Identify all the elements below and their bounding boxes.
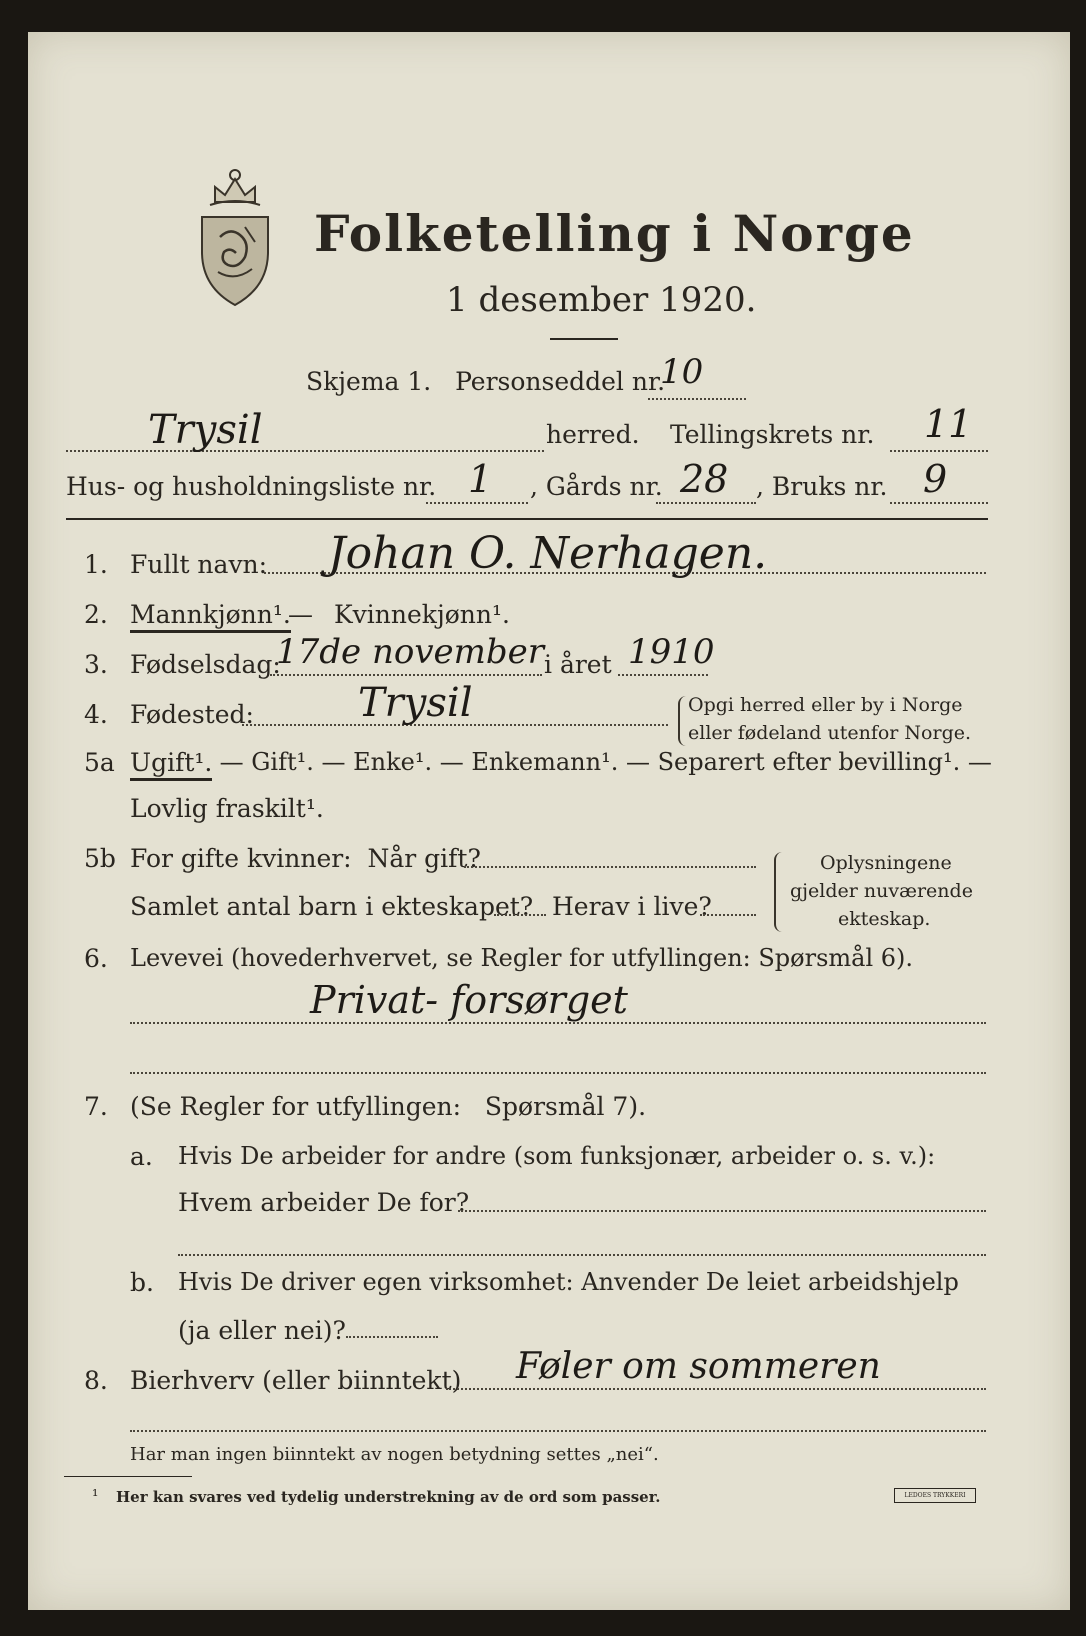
norway-coat-of-arms-icon	[190, 157, 280, 312]
q3-year-label: i året	[544, 650, 612, 679]
personseddel-dotline	[648, 398, 746, 400]
q7b-line2: (ja eller nei)?	[178, 1316, 346, 1345]
q7-label: (Se Regler for utfyllingen: Spørsmål 7).	[130, 1092, 647, 1121]
q2-male-option: Mannkjønn¹.	[130, 600, 291, 633]
title-divider	[550, 338, 618, 340]
q5b-note-line3: ekteskap.	[838, 908, 931, 930]
q2-separator: —	[280, 600, 321, 629]
q7a-line1: Hvis De arbeider for andre (som funksjonær, arbeider o. s. v.):	[178, 1142, 936, 1170]
husliste-label: Hus- og husholdningsliste nr.	[66, 472, 437, 501]
tellingskrets-label: Tellingskrets nr.	[670, 420, 875, 449]
footnote-text: Her kan svares ved tydelig understrekning av de ord som passer.	[116, 1488, 661, 1506]
q4-label: Fødested:	[130, 700, 254, 729]
q7-number: 7.	[84, 1092, 108, 1121]
q3-year-dotline	[618, 674, 708, 676]
q5b-when-married-dotline	[464, 866, 756, 868]
q5b-number: 5b	[84, 844, 116, 873]
husliste-value: 1	[468, 457, 493, 501]
q5b-note-bracket	[774, 852, 782, 932]
q8-number: 8.	[84, 1366, 108, 1395]
q3-dotline	[270, 674, 542, 676]
census-form-page	[28, 32, 1070, 1610]
q8-side-income-value: Føler om sommeren	[516, 1346, 881, 1387]
q7a-dotline-2	[178, 1254, 986, 1256]
q4-note-bracket	[678, 696, 686, 746]
bruks-value: 9	[923, 457, 948, 501]
bruks-dotline	[890, 502, 988, 504]
q4-birthplace-value: Trysil	[358, 680, 473, 726]
q3-number: 3.	[84, 650, 108, 679]
q7b-letter: b.	[130, 1268, 154, 1297]
q7a-line2: Hvem arbeider De for?	[178, 1188, 470, 1217]
q5a-fraskilt-option: Lovlig fraskilt¹.	[130, 794, 324, 823]
q3-label: Fødselsdag:	[130, 650, 281, 679]
form-title: Folketelling i Norge	[314, 204, 915, 263]
husliste-dotline	[426, 502, 528, 504]
q6-dotline-1	[130, 1022, 986, 1024]
personseddel-nr-value: 10	[660, 352, 704, 392]
herred-label: herred.	[546, 420, 640, 449]
q5a-number: 5a	[84, 748, 115, 777]
q8-dotline-2	[130, 1430, 986, 1432]
q5b-line2b: Herav i live?	[552, 892, 712, 921]
q1-number: 1.	[84, 550, 108, 579]
q2-number: 2.	[84, 600, 108, 629]
q5b-line1: For gifte kvinner: Når gift?	[130, 844, 481, 873]
tellingskrets-dotline	[890, 450, 988, 452]
q5a-ugift-option: Ugift¹.	[130, 748, 212, 781]
herred-value: Trysil	[148, 407, 263, 453]
gards-label: , Gårds nr.	[530, 472, 663, 501]
q1-label: Fullt navn:	[130, 550, 268, 579]
tellingskrets-value: 11	[924, 402, 973, 446]
q8-label: Bierhverv (eller biinntekt)	[130, 1366, 462, 1395]
herred-dotline	[66, 450, 544, 452]
q3-birthday-value: 17de november	[276, 632, 545, 672]
q7a-dotline-1	[458, 1210, 986, 1212]
q6-occupation-value: Privat- forsørget	[310, 978, 628, 1022]
q5b-children-dotline	[494, 914, 546, 916]
printer-stamp: LEDOES TRYKKERI	[894, 1488, 976, 1503]
footnote-mark: ¹	[92, 1486, 99, 1505]
q6-number: 6.	[84, 944, 108, 973]
q6-label: Levevei (hovederhvervet, se Regler for utfyllingen: Spørsmål 6).	[130, 944, 914, 972]
q4-note-line2: eller fødeland utenfor Norge.	[688, 722, 972, 744]
bruks-label: , Bruks nr.	[756, 472, 888, 501]
q6-dotline-2	[130, 1072, 986, 1074]
no-income-note: Har man ingen biinntekt av nogen betydning settes „nei“.	[130, 1444, 659, 1465]
q4-note-line1: Opgi herred eller by i Norge	[688, 694, 963, 716]
q7b-line1: Hvis De driver egen virksomhet: Anvender De leiet arbeidshjelp	[178, 1268, 959, 1296]
q5a-other-options: — Gift¹. — Enke¹. — Enkemann¹. — Separert efter bevilling¹. —	[212, 748, 992, 776]
header-separator	[66, 518, 988, 520]
q1-name-value: Johan O. Nerhagen.	[328, 528, 768, 579]
skjema-label: Skjema 1. Personseddel nr.	[306, 367, 666, 396]
q7a-letter: a.	[130, 1142, 153, 1171]
q5b-note-line2: gjelder nuværende	[790, 880, 973, 902]
footnote-rule	[64, 1476, 192, 1477]
gards-dotline	[656, 502, 756, 504]
q4-number: 4.	[84, 700, 108, 729]
q5b-line2: Samlet antal barn i ekteskapet?	[130, 892, 534, 921]
q3-year-value: 1910	[628, 632, 715, 672]
gards-value: 28	[680, 457, 729, 501]
q7b-dotline	[346, 1336, 438, 1338]
q5b-alive-dotline	[700, 914, 756, 916]
q2-female-option: Kvinnekjønn¹.	[334, 600, 510, 629]
q8-dotline-1	[446, 1388, 986, 1390]
census-date: 1 desember 1920.	[446, 280, 757, 320]
q5b-note-line1: Oplysningene	[820, 852, 952, 874]
